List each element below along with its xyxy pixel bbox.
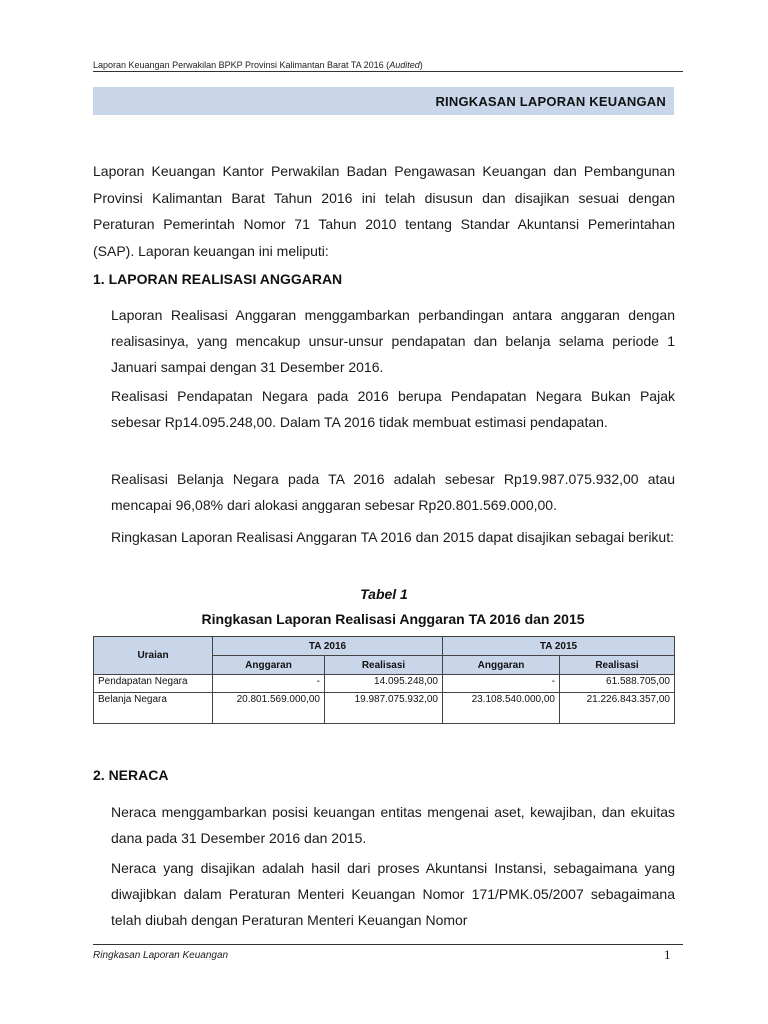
table-header-year: TA 2015 [443,637,675,656]
table-caption: Tabel 1 [360,586,408,602]
section-2-paragraph: Neraca yang disajikan adalah hasil dari proses Akuntansi Instansi, sebagaimana yang diwajibkan dalam Peraturan Menteri Keuangan Nomor 171/PMK.05/2007 sebagaimana telah diubah dengan Peraturan Menteri Keuangan Nomor [111,860,675,928]
table-subheader: Realisasi [560,656,675,675]
table-row [94,693,675,724]
section-1-paragraph: Realisasi Belanja Negara pada TA 2016 adalah sebesar Rp19.987.075.932,00 atau mencapai 96,08% dari alokasi anggaran sebesar Rp20.801.569.000,00. [111,471,675,513]
page-number: 1 [664,947,671,962]
table-cell: 20.801.569.000,00 [213,693,325,724]
footer-rule [93,944,683,945]
section-1-paragraph: Ringkasan Laporan Realisasi Anggaran TA 2016 dan 2015 dapat disajikan sebagai berikut: [111,529,674,545]
section-1-paragraph: Realisasi Pendapatan Negara pada 2016 berupa Pendapatan Negara Bukan Pajak sebesar Rp14.095.248,00. Dalam TA 2016 tidak membuat estimasi pendapatan. [111,388,675,430]
summary-table [93,636,675,724]
table-cell: 23.108.540.000,00 [443,693,560,724]
running-header [93,60,423,70]
section-2-paragraph: Neraca menggambarkan posisi keuangan entitas mengenai aset, kewajiban, dan ekuitas dana pada 31 Desember 2016 dan 2015. [111,804,675,846]
table-header-uraian: Uraian [94,637,213,675]
table-cell: 21.226.843.357,00 [560,693,675,724]
table-cell: 19.987.075.932,00 [325,693,443,724]
title-bar [93,87,674,115]
table-cell: - [443,675,560,693]
table-header-year: TA 2016 [213,637,443,656]
header-close: ) [419,60,423,70]
table-header-row [94,637,675,656]
running-footer: Ringkasan Laporan Keuangan [93,950,229,961]
table-cell: Pendapatan Negara [94,675,213,693]
section-1-paragraph: Laporan Realisasi Anggaran menggambarkan perbandingan antara anggaran dengan realisasinya, yang mencakup unsur-unsur pendapatan dan belanja selama periode 1 Januari sampai dengan 31 Desember 2016. [111,307,675,375]
header-audited: Audited [389,60,420,70]
table-subheader: Anggaran [213,656,325,675]
table-cell: Belanja Negara [94,693,213,724]
intro-paragraph: Laporan Keuangan Kantor Perwakilan Badan Pengawasan Keuangan dan Pembangunan Provinsi Kalimantan Barat Tahun 2016 ini telah disusun dan disajikan sesuai dengan Peraturan Pemerintah Nomor 71 Tahun 2010 tentang Standar Akuntansi Pemerintahan (SAP). Laporan keuangan ini meliputi: [93,163,675,259]
table-cell: 61.588.705,00 [560,675,675,693]
table-cell: - [213,675,325,693]
table-row [94,675,675,693]
table-cell: 14.095.248,00 [325,675,443,693]
header-text: Laporan Keuangan Perwakilan BPKP Provinsi Kalimantan Barat TA 2016 ( [93,60,390,70]
page-title: RINGKASAN LAPORAN KEUANGAN [435,94,666,109]
table-title: Ringkasan Laporan Realisasi Anggaran TA 2016 dan 2015 [201,611,585,627]
section-2-heading: 2. NERACA [93,767,169,783]
table-subheader: Realisasi [325,656,443,675]
header-rule [93,71,683,72]
section-1-heading: 1. LAPORAN REALISASI ANGGARAN [93,271,343,287]
table-subheader: Anggaran [443,656,560,675]
